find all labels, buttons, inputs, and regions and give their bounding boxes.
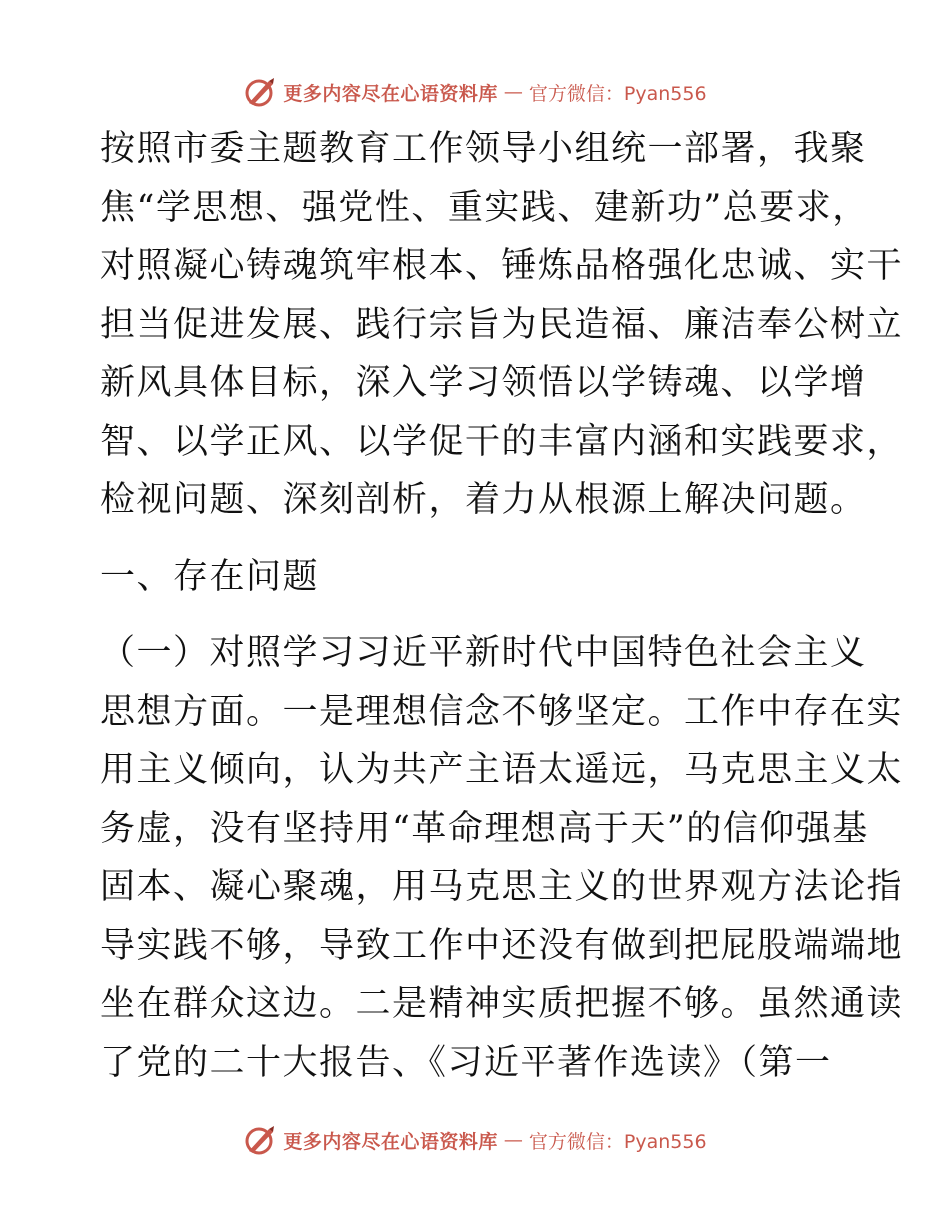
section-line: 了党的二十大报告、《习近平著作选读》（第一 [100,1042,832,1083]
intro-line: 按照市委主题教育工作领导小组统一部署，我聚 [100,129,867,169]
banner-brand-text: 更多内容尽在心语资料库 [283,82,498,105]
banner-brand-text: 更多内容尽在心语资料库 [283,1130,498,1153]
header-banner [0,72,950,112]
footer-banner [0,1120,950,1160]
section-line: 固本、凝心聚魂，用马克思主义的世界观方法论指 [100,867,904,907]
section-line: （一）对照学习习近平新时代中国特色社会主义 [100,633,867,673]
document-body [100,120,904,1092]
intro-line: 检视问题、深刻剖析，着力从根源上解决问题。 [100,480,867,520]
intro-line: 担当促进发展、践行宗旨为民造福、廉洁奉公树立 [100,304,904,345]
banner-separator: — [503,1129,523,1151]
section-line: 思想方面。一是理想信念不够坚定。工作中存在实 [100,691,904,732]
quill-pen-logo-icon [243,1123,277,1157]
section-line: 坐在群众这边。二是精神实质把握不够。虽然通读 [100,984,904,1024]
section-line: 导实践不够，导致工作中还没有做到把屁股端端地 [100,925,904,966]
intro-line: 新风具体目标，深入学习领悟以学铸魂、以学增 [100,363,867,403]
section-line: 用主义倾向，认为共产主语太遥远，马克思主义太 [100,750,904,790]
intro-line: 智、以学正风、以学促干的丰富内涵和实践要求， [100,421,904,462]
section-line: 务虚，没有坚持用“革命理想高于天”的信仰强基 [100,808,869,849]
section-heading: 一、存在问题 [100,556,320,597]
banner-wechat-text: 官方微信：Pyan556 [528,82,707,105]
banner-wechat-text: 官方微信：Pyan556 [528,1130,707,1153]
intro-line: 对照凝心铸魂筑牢根本、锤炼品格强化忠诚、实干 [100,246,904,286]
quill-pen-logo-icon [243,75,277,109]
banner-separator: — [503,81,523,103]
intro-line: 焦“学思想、强党性、重实践、建新功”总要求， [100,187,869,228]
